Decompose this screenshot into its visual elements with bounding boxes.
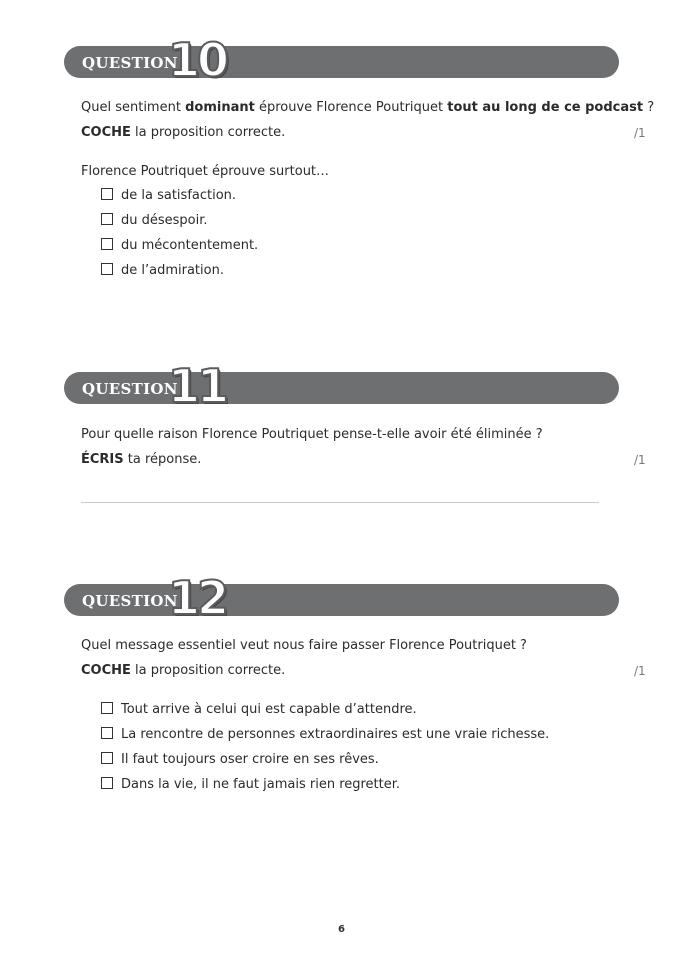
question-11-instruction bbox=[81, 452, 201, 467]
option-label: de la satisfaction. bbox=[121, 188, 237, 203]
question-11-prompt: Pour quelle raison Florence Poutriquet pense-t-elle avoir été éliminée ? bbox=[81, 427, 543, 442]
instruction-verb: COCHE bbox=[81, 125, 131, 140]
option-checkbox-item[interactable] bbox=[101, 238, 258, 253]
question-10-stem: Florence Poutriquet éprouve surtout… bbox=[81, 164, 330, 179]
question-12-prompt: Quel message essentiel veut nous faire passer Florence Poutriquet ? bbox=[81, 638, 527, 653]
checkbox[interactable] bbox=[101, 213, 113, 225]
checkbox[interactable] bbox=[101, 752, 113, 764]
prompt-text: ? bbox=[643, 100, 655, 115]
question-number: 10 bbox=[168, 33, 227, 87]
option-checkbox-item[interactable] bbox=[101, 188, 236, 203]
instruction-verb: COCHE bbox=[81, 663, 131, 678]
checkbox[interactable] bbox=[101, 238, 113, 250]
page-number: 6 bbox=[338, 924, 345, 935]
option-checkbox-item[interactable] bbox=[101, 213, 208, 228]
option-label: La rencontre de personnes extraordinaires est une vraie richesse. bbox=[121, 727, 550, 742]
question-12-score: /1 bbox=[634, 664, 646, 678]
question-number: 11 bbox=[168, 359, 227, 413]
checkbox[interactable] bbox=[101, 188, 113, 200]
option-label: Il faut toujours oser croire en ses rêves. bbox=[121, 752, 379, 767]
checkbox[interactable] bbox=[101, 702, 113, 714]
instruction-text: ta réponse. bbox=[123, 452, 202, 467]
instruction-verb: ÉCRIS bbox=[81, 452, 124, 467]
checkbox[interactable] bbox=[101, 727, 113, 739]
option-checkbox-item[interactable] bbox=[101, 752, 379, 767]
option-checkbox-item[interactable] bbox=[101, 777, 400, 792]
question-label: QUESTION bbox=[82, 592, 178, 610]
question-label: QUESTION bbox=[82, 380, 178, 398]
question-10-prompt bbox=[81, 100, 654, 115]
option-label: Dans la vie, il ne faut jamais rien regretter. bbox=[121, 777, 401, 792]
question-number: 12 bbox=[168, 571, 227, 625]
prompt-emphasis: tout au long de ce podcast bbox=[447, 100, 644, 115]
option-label: du désespoir. bbox=[121, 213, 208, 228]
prompt-emphasis: dominant bbox=[185, 100, 255, 115]
question-10-header bbox=[64, 33, 619, 87]
question-12-header bbox=[64, 571, 619, 625]
prompt-text: Quel sentiment bbox=[81, 100, 186, 115]
option-checkbox-item[interactable] bbox=[101, 263, 224, 278]
checkbox[interactable] bbox=[101, 777, 113, 789]
question-11-score: /1 bbox=[634, 453, 646, 467]
option-label: de l’admiration. bbox=[121, 263, 224, 278]
question-10-instruction bbox=[81, 125, 285, 140]
question-label: QUESTION bbox=[82, 54, 178, 72]
question-12-instruction bbox=[81, 663, 285, 678]
question-11-header bbox=[64, 359, 619, 413]
question-10-score: /1 bbox=[634, 126, 646, 140]
option-label: du mécontentement. bbox=[121, 238, 259, 253]
option-checkbox-item[interactable] bbox=[101, 727, 549, 742]
option-checkbox-item[interactable] bbox=[101, 702, 417, 717]
option-label: Tout arrive à celui qui est capable d’attendre. bbox=[121, 702, 417, 717]
answer-line[interactable] bbox=[81, 502, 599, 503]
prompt-text: éprouve Florence Poutriquet bbox=[254, 100, 448, 115]
instruction-text: la proposition correcte. bbox=[130, 125, 286, 140]
checkbox[interactable] bbox=[101, 263, 113, 275]
instruction-text: la proposition correcte. bbox=[130, 663, 286, 678]
